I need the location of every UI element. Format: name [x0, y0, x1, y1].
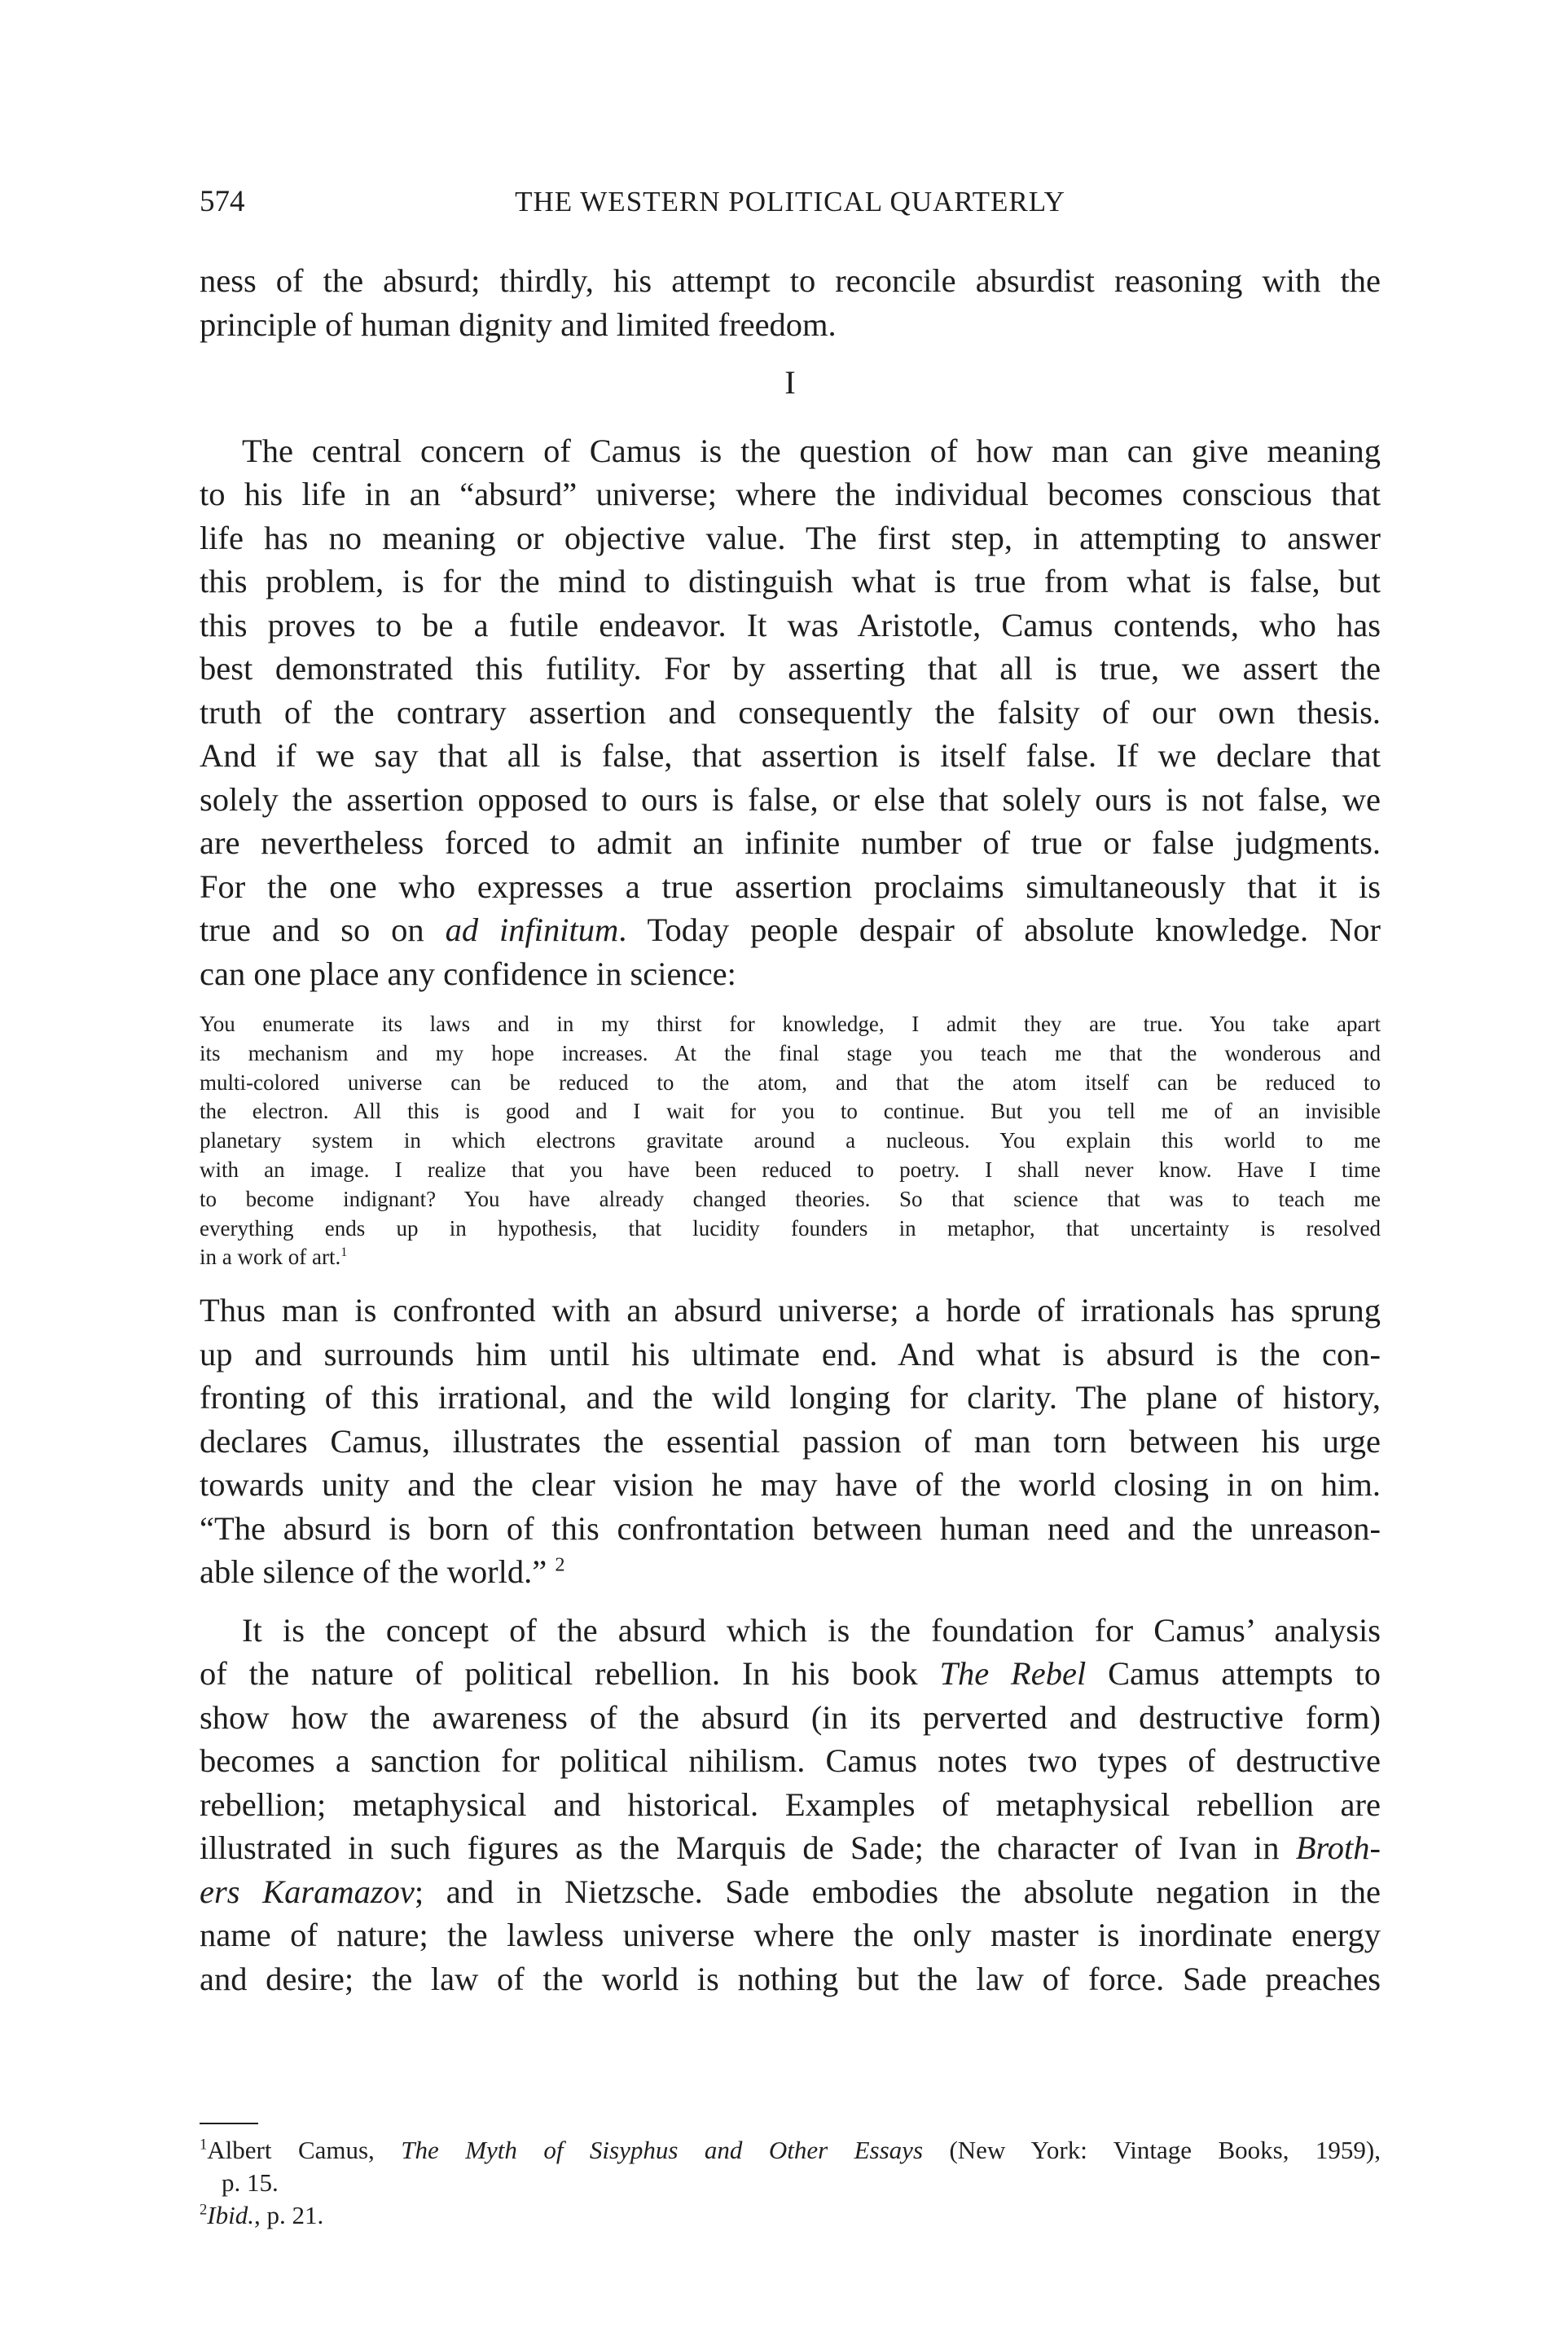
- quote-line: [200, 1243, 1381, 1272]
- footnote-number: 2: [200, 2201, 208, 2219]
- text-line: rebellion; metaphysical and historical. Examples of metaphysical rebellion are: [200, 1785, 1381, 1823]
- text-line: For the one who expresses a true assertion proclaims simultaneously that it is: [200, 867, 1381, 905]
- text-line: show how the awareness of the absurd (in its perverted and destructive form): [200, 1698, 1381, 1736]
- text-line: up and surrounds him until his ultimate end. And what is absurd is the con-: [200, 1335, 1381, 1372]
- text-line: solely the assertion opposed to ours is false, or else that solely ours is not false, we: [200, 780, 1381, 818]
- text-run: Albert Camus,: [207, 2136, 402, 2164]
- section-heading: I: [784, 364, 796, 401]
- text-line: [200, 908, 1381, 952]
- text-line: declares Camus, illustrates the essential passion of man torn between his urge: [200, 1422, 1381, 1460]
- quote-line: with an image. I realize that you have been reduced to poetry. I shall never know. Have I time: [200, 1157, 1381, 1182]
- text-line: “The absurd is born of this confrontation between human need and the unreason-: [200, 1509, 1381, 1547]
- text-line: are nevertheless forced to admit an infinite number of true or false judgments.: [200, 824, 1381, 861]
- text-line: and desire; the law of the world is nothing but the law of force. Sade preaches: [200, 1960, 1381, 1997]
- text-line: It is the concept of the absurd which is the foundation for Camus’ analysis: [242, 1611, 1381, 1649]
- journal-title: THE WESTERN POLITICAL QUARTERLY: [515, 186, 1065, 217]
- book-title: ers Karamazov: [200, 1873, 415, 1910]
- running-head: [200, 178, 1381, 226]
- text-line: ness of the absurd; thirdly, his attempt to reconcile absurdist reasoning with the: [200, 262, 1381, 299]
- text-line: The central concern of Camus is the question of how man can give meaning: [242, 432, 1381, 469]
- footnote-ref-1[interactable]: 1: [340, 1245, 348, 1260]
- quote-line: You enumerate its laws and in my thirst for knowledge, I admit they are true. You take apart: [200, 1012, 1381, 1036]
- book-title: Broth-: [1295, 1829, 1381, 1867]
- text-run: illustrated in such figures as the Marquis de Sade; the character of Ivan in: [200, 1829, 1296, 1867]
- text-line: name of nature; the lawless universe where the only master is inordinate energy: [200, 1917, 1381, 1954]
- text-line: life has no meaning or objective value. The first step, in attempting to answer: [200, 519, 1381, 556]
- text-run: in a work of art.: [200, 1245, 341, 1270]
- text-line: becomes a sanction for political nihilism. Camus notes two types of destructive: [200, 1742, 1381, 1780]
- quote-line: its mechanism and my hope increases. At the final stage you teach me that the wonderous and: [200, 1040, 1381, 1065]
- page-number: 574: [200, 185, 245, 218]
- intro-paragraph: [200, 259, 1381, 346]
- text-line: [200, 1826, 1381, 1870]
- text-line: this problem, is for the mind to distinguish what is true from what is false, but: [200, 563, 1381, 599]
- footnote-1-continuation: p. 15.: [222, 2168, 279, 2197]
- text-run: (New York: Vintage Books, 1959),: [923, 2136, 1381, 2164]
- text-run: true and so on: [200, 911, 446, 948]
- text-run: . Today people despair of absolute knowledge. Nor: [618, 911, 1381, 948]
- footnote-1: [200, 2134, 1381, 2167]
- text-run: ; and in Nietzsche. Sade embodies the absolute negation in the: [414, 1873, 1381, 1910]
- quote-line: planetary system in which electrons gravitate around a nucleous. You explain this world to me: [200, 1128, 1381, 1153]
- text-line: [200, 1652, 1381, 1696]
- quote-line: everything ends up in hypothesis, that lucidity founders in metaphor, that uncertainty is resolved: [200, 1215, 1381, 1241]
- footnotes: [200, 2134, 1381, 2232]
- paragraph-rebellion: [200, 1609, 1381, 2001]
- text-line: [200, 1870, 1381, 1914]
- quote-line: multi-colored universe can be reduced to the atom, and that the atom itself can be reduced to: [200, 1069, 1381, 1095]
- text-line: principle of human dignity and limited freedom.: [200, 305, 837, 343]
- quote-line: the electron. All this is good and I wait for you to continue. But you tell me of an invisible: [200, 1099, 1381, 1124]
- text-line: to his life in an “absurd” universe; where the individual becomes conscious that: [200, 476, 1381, 512]
- text-run: able silence of the world.”: [200, 1553, 556, 1591]
- text-line: truth of the contrary assertion and consequently the falsity of our own thesis.: [200, 693, 1381, 731]
- text-run: of the nature of political rebellion. In his book: [200, 1655, 940, 1693]
- text-run: , p. 21.: [253, 2201, 324, 2229]
- book-title: The Rebel: [939, 1655, 1087, 1693]
- text-line: Thus man is confronted with an absurd universe; a horde of irrationals has sprung: [200, 1292, 1381, 1329]
- text-line: [200, 1550, 1381, 1594]
- article-body: [200, 259, 1381, 2000]
- text-run: Camus attempts to: [1086, 1655, 1381, 1693]
- text-line: can one place any confidence in science:: [200, 955, 736, 992]
- text-line: And if we say that all is false, that assertion is itself false. If we declare that: [200, 737, 1381, 774]
- block-quote: [200, 1010, 1381, 1272]
- footnote-number: 1: [200, 2136, 208, 2154]
- footnote-divider: [200, 2123, 258, 2124]
- paragraph-absurd-universe: [200, 1289, 1381, 1594]
- footnote-ref-2[interactable]: 2: [555, 1553, 565, 1576]
- text-line: fronting of this irrational, and the wild longing for clarity. The plane of history,: [200, 1379, 1381, 1416]
- text-line: best demonstrated this futility. For by asserting that all is true, we assert the: [200, 650, 1381, 687]
- text-line: this proves to be a futile endeavor. It was Aristotle, Camus contends, who has: [200, 606, 1381, 643]
- ibid: Ibid.: [207, 2201, 254, 2229]
- text-line: towards unity and the clear vision he may have of the world closing in on him.: [200, 1466, 1381, 1504]
- paragraph-central-concern: [200, 429, 1381, 996]
- footnote-2: [200, 2199, 1381, 2232]
- italic-phrase: ad infinitum: [445, 911, 619, 948]
- quote-line: to become indignant? You have already changed theories. So that science that was to teach me: [200, 1186, 1381, 1211]
- book-title: The Myth of Sisyphus and Other Essays: [401, 2136, 924, 2164]
